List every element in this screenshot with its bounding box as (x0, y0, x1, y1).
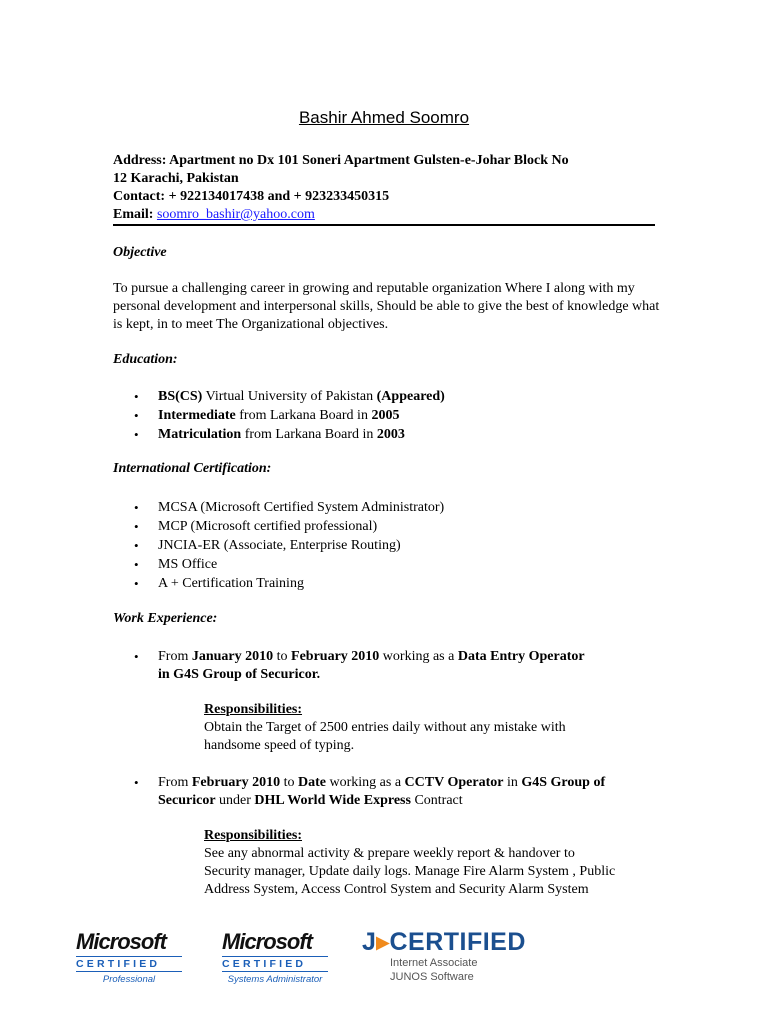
juniper-line-2: JUNOS Software (390, 971, 474, 983)
bullet: • (134, 775, 139, 790)
certification-item: • MCSA (Microsoft Certified System Administrator) (0, 498, 444, 517)
job-1-responsibilities (204, 701, 566, 755)
header-divider (113, 224, 655, 226)
certification-item: • JNCIA-ER (Associate, Enterprise Routing) (0, 536, 444, 555)
responsibilities-heading: Responsibilities: (204, 702, 303, 717)
education-list (0, 387, 445, 444)
logo-subtitle: Professional (102, 974, 156, 985)
certification-item: • MCP (Microsoft certified professional) (0, 517, 444, 536)
bullet: • (134, 649, 139, 664)
juniper-line-1: Internet Associate (390, 957, 478, 969)
juniper-arrow-icon: ▸ (376, 928, 390, 956)
responsibilities-line: Obtain the Target of 2500 entries daily without any mistake with (204, 720, 566, 735)
responsibilities-line: See any abnormal activity & prepare weekly report & handover to (204, 846, 575, 861)
responsibilities-line: Security manager, Update daily logs. Manage Fire Alarm System , Public (204, 864, 616, 879)
objective-heading: Objective (113, 245, 167, 260)
microsoft-wordmark: Microsoft (76, 929, 166, 954)
certification-item: • MS Office (0, 555, 444, 574)
resume-name: Bashir Ahmed Soomro (298, 108, 470, 127)
responsibilities-heading: Responsibilities: (204, 828, 303, 843)
certification-item: • A + Certification Training (0, 574, 444, 593)
contact-email-row (113, 206, 315, 224)
job-2-line-1: From February 2010 to Date working as a CCTV Operator in G4S Group of (158, 775, 606, 790)
logo-subtitle: Systems Administrator (227, 974, 323, 985)
job-1-line-1: From January 2010 to February 2010 working as a Data Entry Operator (158, 649, 585, 664)
responsibilities-line: Address System, Access Control System and Security Alarm System (204, 882, 589, 897)
job-1-line-2: in G4S Group of Securicor. (158, 667, 321, 682)
email-link[interactable]: soomro_bashir@yahoo.com (156, 207, 315, 222)
certification-list (0, 498, 444, 593)
email-label: Email: (113, 207, 157, 222)
job-2-responsibilities (204, 827, 615, 899)
address-line-1: Address: Apartment no Dx 101 Soneri Apartment Gulsten-e-Johar Block No (113, 153, 569, 168)
objective-text: To pursue a challenging career in growing and reputable organization Where I along with my personal development and interpersonal skills, Should be able to give the best of knowledge what is kept, in to meet The Organizational objectives. (113, 281, 660, 332)
education-item: • BS(CS) Virtual University of Pakistan (Appeared) (0, 387, 445, 406)
juniper-certified-logo (362, 928, 526, 984)
certification-heading: International Certification: (113, 461, 272, 476)
certified-band: CERTIFIED (76, 956, 182, 972)
job-2-line-2: Securicor under DHL World Wide Express Contract (158, 793, 463, 808)
microsoft-certified-systems-administrator-logo (222, 930, 328, 985)
microsoft-certified-professional-logo (76, 930, 182, 985)
education-heading: Education: (113, 352, 178, 367)
education-item: • Intermediate from Larkana Board in 2005 (0, 406, 445, 425)
education-item: • Matriculation from Larkana Board in 2003 (0, 425, 445, 444)
contact-phone: Contact: + 922134017438 and + 923233450315 (113, 189, 390, 204)
work-heading: Work Experience: (113, 611, 218, 626)
responsibilities-line: handsome speed of typing. (204, 738, 355, 753)
address-line-2: 12 Karachi, Pakistan (113, 171, 239, 186)
certified-band: CERTIFIED (222, 956, 328, 972)
microsoft-wordmark: Microsoft (222, 929, 312, 954)
juniper-title: J▸CERTIFIED (362, 928, 526, 956)
